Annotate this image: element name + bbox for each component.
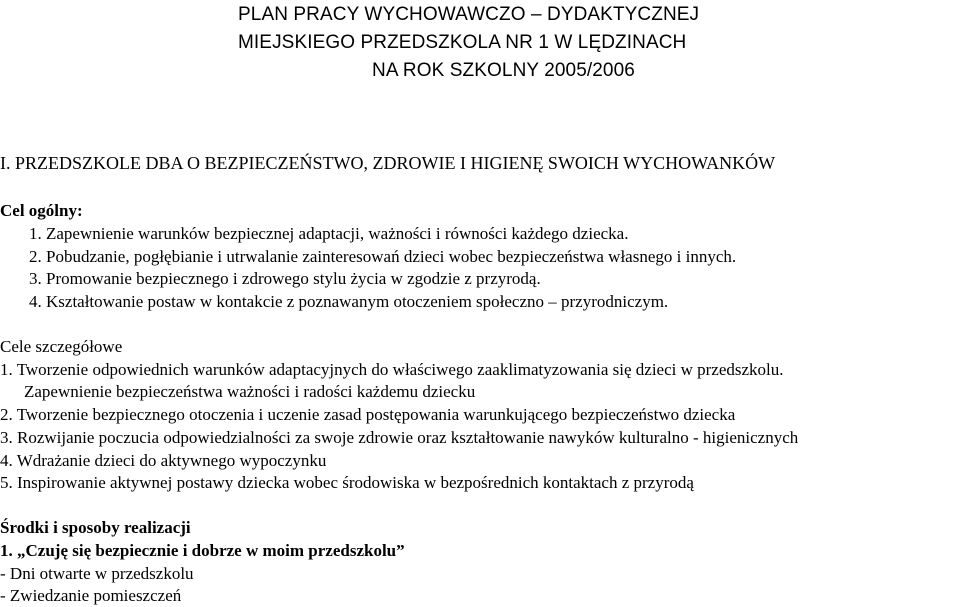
title-line-3: NA ROK SZKOLNY 2005/2006: [372, 60, 635, 81]
section-heading: I. PRZEDSZKOLE DBA O BEZPIECZEŃSTWO, ZDROWIE I HIGIENĘ SWOICH WYCHOWANKÓW: [0, 153, 776, 173]
detailed-goal-item-1: 1. Tworzenie odpowiednich warunków adaptacyjnych do właściwego zaaklimatyzowania się dzieci w przedszkolu.: [0, 360, 784, 379]
general-goal-item-3: 3. Promowanie bezpiecznego i zdrowego stylu życia w zgodzie z przyrodą.: [29, 269, 541, 288]
detailed-goal-item-4: 4. Wdrażanie dzieci do aktywnego wypoczynku: [0, 451, 327, 470]
title-line-1: PLAN PRACY WYCHOWAWCZO – DYDAKTYCZNEJ: [238, 4, 700, 25]
general-goal-item-1-text: 1. Zapewnienie warunków bezpiecznej adaptacji, ważności i równości każdego dziecka.: [29, 224, 629, 243]
general-goal-item-2: 2. Pobudzanie, pogłębianie i utrwalanie zainteresowań dzieci wobec bezpieczeństwa własnego i innych.: [29, 247, 737, 266]
detailed-goal-item-5: 5. Inspirowanie aktywnej postawy dziecka wobec środowiska w bezpośrednich kontaktach z przyrodą: [0, 473, 694, 492]
general-goal-item-4: 4. Kształtowanie postaw w kontakcie z poznawanym otoczeniem społeczno – przyrodniczym.: [29, 292, 669, 311]
means-item-1: - Dni otwarte w przedszkolu: [0, 564, 194, 583]
title-line-2: MIEJSKIEGO PRZEDSZKOLA NR 1 W LĘDZINACH: [238, 32, 687, 53]
means-heading: Środki i sposoby realizacji: [0, 518, 191, 537]
detailed-goal-item-2: 2. Tworzenie bezpiecznego otoczenia i uczenie zasad postępowania warunkującego bezpieczeństwo dziecka: [0, 405, 736, 424]
means-subheading: 1. „Czuję się bezpiecznie i dobrze w moim przedszkolu”: [0, 541, 405, 560]
detailed-goals-heading: Cele szczegółowe: [0, 337, 123, 356]
detailed-goal-item-1-continued: Zapewnienie bezpieczeństwa ważności i radości każdemu dziecku: [24, 382, 476, 401]
means-item-2: - Zwiedzanie pomieszczeń: [0, 586, 182, 605]
detailed-goal-item-3: 3. Rozwijanie poczucia odpowiedzialności za swoje zdrowie oraz kształtowanie nawyków kulturalno - higienicznych: [0, 428, 799, 447]
general-goal-heading: Cel ogólny:: [0, 201, 83, 220]
general-goal-item-1: [0, 223, 628, 245]
